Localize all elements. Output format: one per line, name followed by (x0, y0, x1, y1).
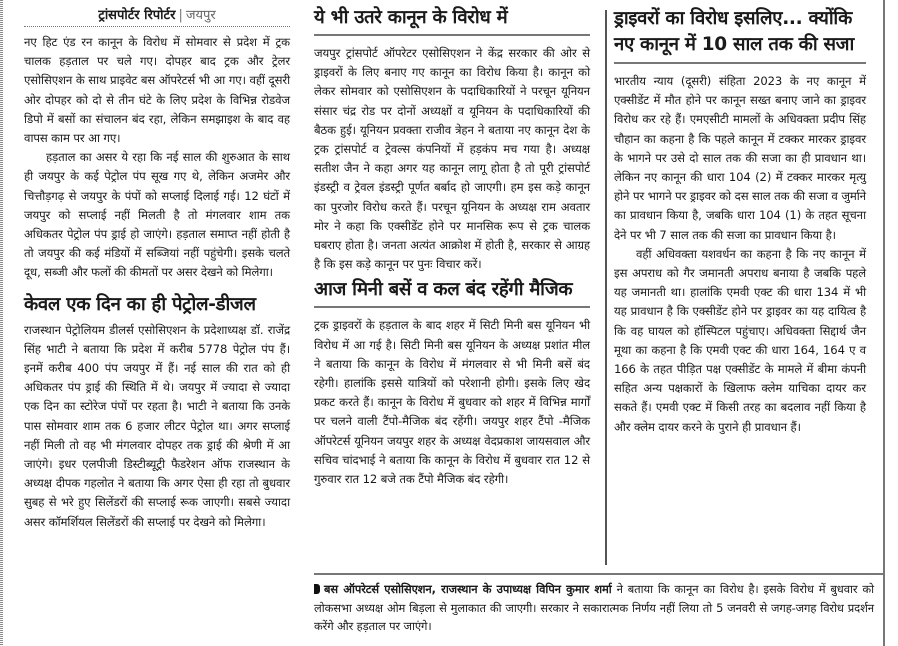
article-paragraph: ट्रक ड्राइवरों के हड़ताल के बाद शहर में सिटी मिनी बस यूनियन भी विरोध में आ गई है। सिटी मिनी बस यूनियन के अध्यक्ष प्रशांत मील ने बताया कि कानून के विरोध में मंगलवार से भी मिनी बसें बंद रहेगी। हालांकि इससे यात्रियों को परेशानी होगी। इसके लिए खेद प्रकट करते हैं। कानून के विरोध में बुधवार को शहर में विभिन्न मार्गों पर चलने वाली टैंपो-मैजिक बंद रहेंगी। जयपुर शहर टैंपो -मैजिक ऑपरेटर्स यूनियन जयपुर शहर के अध्यक्ष वेदप्रकाश जायसवाल और सचिव चांदभाई ने बताया कि कानून के विरोध में बुधवार रात 12 से गुरुवार रात 12 बजे तक टैंपो मैजिक बंद रहेगी। (314, 318, 590, 487)
headline-divider (314, 34, 590, 36)
footer-paragraph (314, 580, 874, 636)
subheadline: केवल एक दिन का ही पेट्रोल-डीजल (24, 293, 256, 315)
article-paragraph: राजस्थान पेट्रोलियम डीलर्स एसोसिएशन के प्रदेशाध्यक्ष डॉ. राजेंद्र सिंह भाटी ने बताया कि प्रदेश में करीब 5778 पेट्रोल पंप हैं। इनमें करीब 400 पंप जयपुर में हैं। नई साल की रात को ही अधिकतर पंप ड्राई की स्थिति में थे। जयपुर में ज्यादा से ज्यादा एक दिन का स्टोरेज पंपों पर रहता है। भाटी ने बताया कि उनके पास सोमवार शाम तक 6 हजार लीटर पेट्रोल था। अगर सप्लाई नहीं मिली तो वह भी मंगलवार दोपहर तक ड्राई की श्रेणी में आ जाएंगे। इधर एलपीजी डिस्टीब्यूट्री फैडरेशन ऑफ राजस्थान के अध्यक्ष दीपक गहलोत ने बताया कि अगर ऐसा ही रहा तो बुधवार सुबह से भरे हुए सिलेंडरों की सप्लाई रूक जाएगी। सबसे ज्यादा असर कॉमर्शियल सिलेंडरों की सप्लाई पर देखने को मिलेगा। (24, 322, 290, 529)
column-divider (605, 10, 607, 565)
article-paragraph: हड़ताल का असर ये रहा कि नई साल की शुरुआत के साथ ही जयपुर के कई पेट्रोल पंप सूख गए थे, लेकिन अजमेर और चित्तौड़गढ़ से जयपुर के पंपों को सप्लाई दिलाई गई। 12 घंटों में जयपुर को सप्लाई नहीं मिलती है तो मंगलवार शाम तक अधिकतर पेट्रोल पंप ड्राई हो जाएंगे। हड़ताल समाप्त नहीं होती है तो जयपुर की कई मंडियों में सब्जियां नहीं पहुंचेगी। इसके चलते दूध, सब्जी और फलों की कीमतों पर असर देखने को मिलेगा। (24, 150, 290, 280)
byline-divider (24, 26, 290, 27)
article-paragraph: जयपुर ट्रांसपोर्ट ऑपरेटर एसोसिएशन ने केंद्र सरकार की ओर से ड्राइवरों के लिए बनाए गए कानून का विरोध किया है। कानून को लेकर सोमवार को एसोसिएशन के पदाधिकारियों ने परचून यूनियन संसार चंद्र रोड पर दोनों अध्यक्षों व यूनियन के पदाधिकारियों की बैठक हुई। यूनियन प्रवक्ता राजीव त्रेहन ने बताया नए कानून देश के ट्रक ट्रांसपोर्ट व ट्रेवल्स कंपनियों में हड़कंप मच गया है। अध्यक्ष सतीश जैन ने कहा अगर यह कानून लागू होता है तो पूरी ट्रांसपोर्ट इंडस्ट्री व ट्रेवल इंडस्ट्री पूर्णत बर्बाद हो जाएगी। हम इस कड़े कानून का पुरजोर विरोध करते हैं। परचून यूनियन के अध्यक्ष राम अवतार मोर ने कहा कि एक्सीडेंट होने पर मानसिक रूप से ट्रक चालक घबराए होता है। जनता अत्यंत आक्रोश में होती है, सरकार से आग्रह है कि इस कड़े कानून पर पुनः विचार करें। (314, 46, 590, 272)
footer-note (314, 580, 874, 636)
footer-text: ने बताया कि कानून का विरोध है। इसके विरोध में बुधवार को लोकसभा अध्यक्ष ओम बिड़ला से मुलाकात की जाएगी। सरकार ने सकारात्मक निर्णय नहीं लिया तो 5 जनवरी से जगह-जगह विरोध प्रदर्शन करेंगे और हड़ताल पर जाएंगे। (314, 582, 874, 633)
byline (24, 5, 290, 23)
bullet-icon (314, 584, 320, 594)
article-column-1 (24, 0, 290, 532)
reporter-name: ट्रांसपोर्टर रिपोर्टर (98, 8, 176, 23)
article-column-3 (614, 0, 866, 437)
byline-separator: | (178, 8, 183, 23)
dateline-city: जयपुर (185, 8, 216, 23)
column-divider-right (883, 0, 885, 646)
headline-divider (614, 62, 866, 64)
article-paragraph: नए हिट एंड रन कानून के विरोध में सोमवार से प्रदेश में ट्रक चालक हड़ताल पर चले गए। दोपहर बाद ट्रक और ट्रेलर एसोसिएशन के साथ प्राइवेट बस ऑपरेटर्स भी आ गए। वहीं दूसरी ओर दोपहर को दो से तीन घंटे के लिए प्रदेश के विभिन्न रोडवेज डिपो में बसों का संचालन बंद रहा, लेकिन समझाइश के बाद वह वापस काम पर आ गए। (24, 35, 290, 146)
footer-lead: बस ऑपरेटर्स एसोसिएशन, राजस्थान के उपाध्यक्ष विपिन कुमार शर्मा (324, 582, 612, 596)
article-paragraph: भारतीय न्याय (दूसरी) संहिता 2023 के नए कानून में एक्सीडेंट में मौत होने पर कानून सख्त बनाए जाने का ड्राइवर विरोध कर रहे हैं। एमएसीटी मामलों के अधिवक्ता प्रदीप सिंह चौहान का कहना है कि पहले कानून में टक्कर मारकर ड्राइवर के भागने पर उसे दो साल तक की सजा का ही प्रावधान था। लेकिन नए कानून की धारा 104 (2) में टक्कर मारकर मृत्यु होने पर भागने पर ड्राइवर को दस साल तक की सजा व जुर्माने का प्रावधान किया है, जबकि धारा 104 (1) के तहत सूचना देने पर भी 7 साल तक की सजा का प्रावधान किया है। (614, 74, 866, 242)
article-column-2 (314, 0, 590, 489)
article-paragraph: वहीं अधिवक्ता यशवर्धन का कहना है कि नए कानून में इस अपराध को गैर जमानती अपराध बनाया है जबकि पहले यह जमानती था। हालांकि एमवी एक्ट की धारा 134 में भी यह प्रावधान है कि एक्सीडेंट होने पर ड्राइवर का यह दायित्व है कि वह घायल को हॉस्पिटल पहुंचाए। अधिवक्ता सिद्दार्थ जैन मूथा का कहना है कि एमवी एक्ट की धारा 164, 164 ए व 166 के तहत पीड़ित पक्ष एक्सीडेंट के मामले में बीमा कंपनी सहित अन्य पक्षकारों के खिलाफ क्लेम याचिका दायर कर सकते हैं। एमवी एक्ट में किसी तरह का बदलाव नहीं किया है और क्लेम दायर करने के पुराने ही प्रावधान हैं। (614, 246, 866, 434)
page-edge (0, 0, 3, 646)
subheadline: आज मिनी बसें व कल बंद रहेंगी मैजिक (314, 279, 573, 301)
footer-divider (314, 573, 884, 575)
headline: ये भी उतरे कानून के विरोध में (314, 7, 508, 28)
headline-divider (314, 306, 590, 308)
headline: ड्राइवरों का विरोध इसलिए... क्योंकि नए कानून में 10 साल तक की सजा (614, 8, 854, 55)
